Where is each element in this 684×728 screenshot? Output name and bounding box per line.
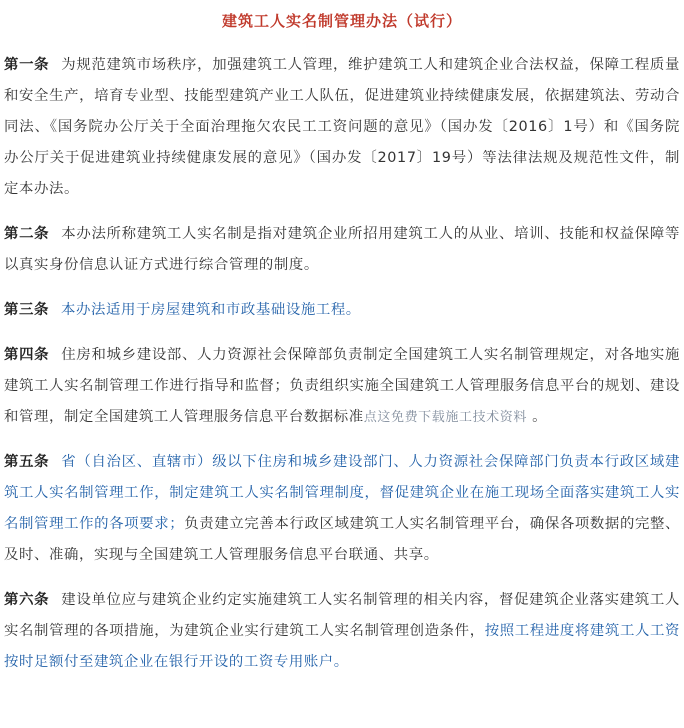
article-5 <box>4 447 680 571</box>
article-text: 负责建立完善本行政区域建筑工人实名制管理平台，确保各项数据的完整、及时、准确，实现与全国建筑工人管理服务信息平台联通、共享。 <box>4 516 680 563</box>
article-6 <box>4 585 680 678</box>
article-text: 为规范建筑市场秩序，加强建筑工人管理，维护建筑工人和建筑企业合法权益，保障工程质量和安全生产，培育专业型、技能型建筑产业工人队伍，促进建筑业持续健康发展，依据建筑法、劳动合同法、《国务院办公厅关于全面治理拖欠农民工工资问题的意见》（国办发〔2016〕1号）和《国务院办公厅关于促进建筑业持续健康发展的意见》（国办发〔2017〕19号）等法律法规及规范性文件，制定本办法。 <box>4 57 680 197</box>
download-link[interactable]: 点这免费下载施工技术资料 <box>363 410 527 425</box>
article-text: 本办法适用于房屋建筑和市政基础设施工程。 <box>60 302 361 318</box>
article-label: 第一条 <box>4 57 50 73</box>
article-3 <box>4 295 680 326</box>
article-text: 本办法所称建筑工人实名制是指对建筑企业所招用建筑工人的从业、培训、技能和权益保障等以真实身份信息认证方式进行综合管理的制度。 <box>4 226 680 273</box>
article-label: 第六条 <box>4 592 50 608</box>
article-text: 建设单位应与建筑企业约定实施建筑工人实名制管理的相关内容，督促建筑企业落实建筑工人实名制管理的各项措施，为建筑企业实行建筑工人实名制管理创造条件， <box>4 592 680 639</box>
article-label: 第二条 <box>4 226 50 242</box>
article-tail: 。 <box>526 409 548 425</box>
article-label: 第四条 <box>4 347 50 363</box>
article-text: 住房和城乡建设部、人力资源社会保障部负责制定全国建筑工人实名制管理规定，对各地实施建筑工人实名制管理工作进行指导和监督；负责组织实施全国建筑工人管理服务信息平台的规划、建设和管理，制定全国建筑工人管理服务信息平台数据标准 <box>4 347 680 425</box>
article-label: 第三条 <box>4 302 49 318</box>
article-2 <box>4 219 680 281</box>
article-text-highlight: 按照工程进度将建筑工人工资按时足额付至建筑企业在银行开设的工资专用账户。 <box>4 623 680 670</box>
document-title: 建筑工人实名制管理办法（试行） <box>221 12 462 30</box>
article-4 <box>4 340 680 433</box>
article-text-highlight: 省（自治区、直辖市）级以下住房和城乡建设部门、人力资源社会保障部门负责本行政区域建筑工人实名制管理工作，制定建筑工人实名制管理制度，督促建筑企业在施工现场全面落实建筑工人实名制管理工作的各项要求； <box>4 454 680 532</box>
article-1 <box>4 50 680 205</box>
article-label: 第五条 <box>4 454 50 470</box>
